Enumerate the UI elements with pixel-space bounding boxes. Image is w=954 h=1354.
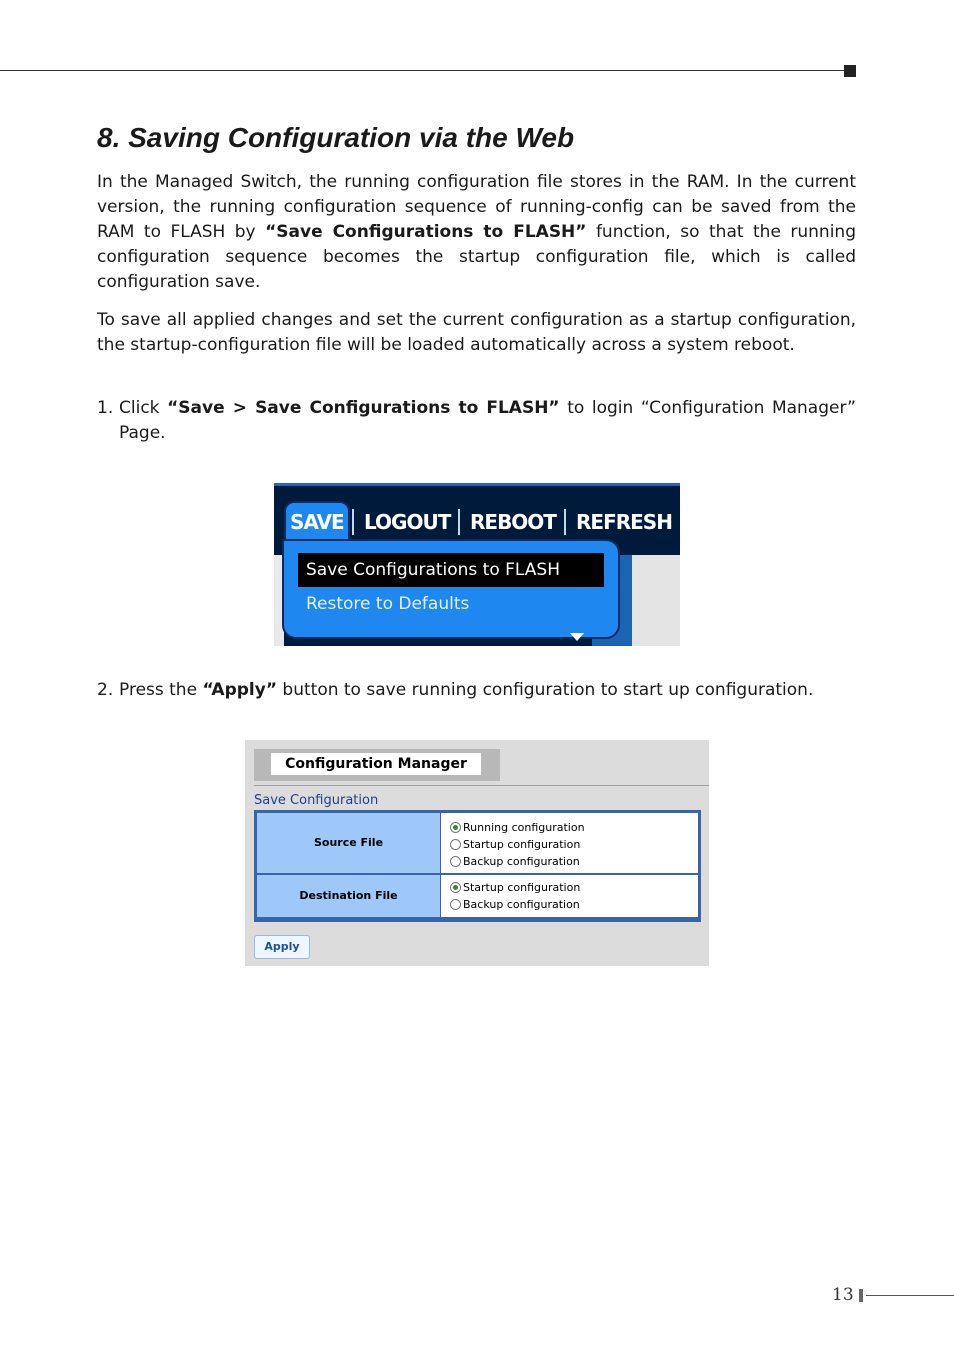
source-running-option[interactable] (441, 819, 698, 836)
save-paragraph: To save all applied changes and set the current configuration as a startup configuration, the startup-configuration file will be loaded automatically across a system reboot. (97, 310, 856, 355)
radio-icon[interactable] (450, 856, 461, 867)
radio-label: Backup configuration (463, 898, 580, 911)
step-2 (97, 678, 856, 703)
step-2-text-end: button to save running configuration to start up configuration. (277, 680, 814, 700)
radio-label: Backup configuration (463, 855, 580, 868)
radio-label: Startup configuration (463, 838, 581, 851)
nav-separator (352, 509, 354, 535)
source-file-label: Source File (257, 813, 440, 873)
nav-separator (458, 509, 460, 535)
nav-save[interactable]: SAVE (290, 510, 344, 534)
step-2-text-bold: “Apply” (202, 680, 278, 700)
save-configuration-table (254, 810, 701, 922)
step-2-number: 2. (97, 680, 114, 700)
footer-rule (866, 1295, 954, 1296)
radio-selected-icon[interactable] (450, 822, 461, 833)
intro-text-end: function, so that the running configuration sequence becomes the startup configuration file, which is called configuration save. (97, 222, 856, 292)
header-square-mark (844, 65, 856, 77)
save-dropdown-menu (282, 539, 620, 639)
destination-file-options (441, 875, 698, 917)
radio-label: Running configuration (463, 821, 585, 834)
nav-logout[interactable]: LOGOUT (364, 510, 451, 534)
page-number: 13 (832, 1285, 854, 1305)
step-2-text-start: Press the (119, 680, 203, 700)
step-1-number: 1. (97, 398, 114, 418)
menu-right-panel (632, 555, 680, 646)
menu-item-save-to-flash[interactable]: Save Configurations to FLASH (298, 553, 604, 587)
save-configuration-heading: Save Configuration (254, 793, 379, 808)
config-divider (254, 785, 709, 786)
menu-item-restore-defaults[interactable]: Restore to Defaults (306, 594, 470, 614)
intro-text-bold: “Save Configurations to FLASH” (265, 222, 587, 242)
step-1-text-bold: “Save > Save Configurations to FLASH” (167, 398, 560, 418)
nav-reboot[interactable]: REBOOT (470, 510, 556, 534)
source-backup-option[interactable] (441, 853, 698, 870)
destination-backup-option[interactable] (441, 896, 698, 913)
radio-label: Startup configuration (463, 881, 581, 894)
config-manager-title: Configuration Manager (271, 753, 481, 775)
destination-file-label: Destination File (257, 875, 440, 917)
step-1 (97, 396, 856, 446)
apply-button[interactable]: Apply (254, 935, 310, 959)
radio-icon[interactable] (450, 899, 461, 910)
intro-paragraph (97, 170, 856, 295)
nav-refresh[interactable]: REFRESH (576, 510, 672, 534)
config-manager-screenshot (245, 740, 709, 966)
source-file-options (441, 813, 698, 873)
step-1-text (119, 396, 856, 446)
footer-mark (859, 1289, 863, 1302)
step-1-text-start: Click (119, 398, 168, 418)
menu-top-bar (274, 483, 680, 486)
menu-screenshot (274, 483, 680, 646)
step-2-text (119, 678, 856, 703)
radio-icon[interactable] (450, 839, 461, 850)
intro-text-start: In the Managed Switch, the running configuration file stores in the RAM. In the current version, the running configuration sequence of running-config can be saved from the RAM to FLASH by (97, 172, 856, 242)
header-rule (0, 70, 848, 71)
section-heading: 8. Saving Configuration via the Web (97, 122, 575, 153)
step-1-text-end: to login “Configuration Manager” Page. (119, 398, 856, 443)
nav-separator (564, 509, 566, 535)
caret-down-icon (570, 633, 584, 641)
source-startup-option[interactable] (441, 836, 698, 853)
destination-startup-option[interactable] (441, 879, 698, 896)
radio-selected-icon[interactable] (450, 882, 461, 893)
